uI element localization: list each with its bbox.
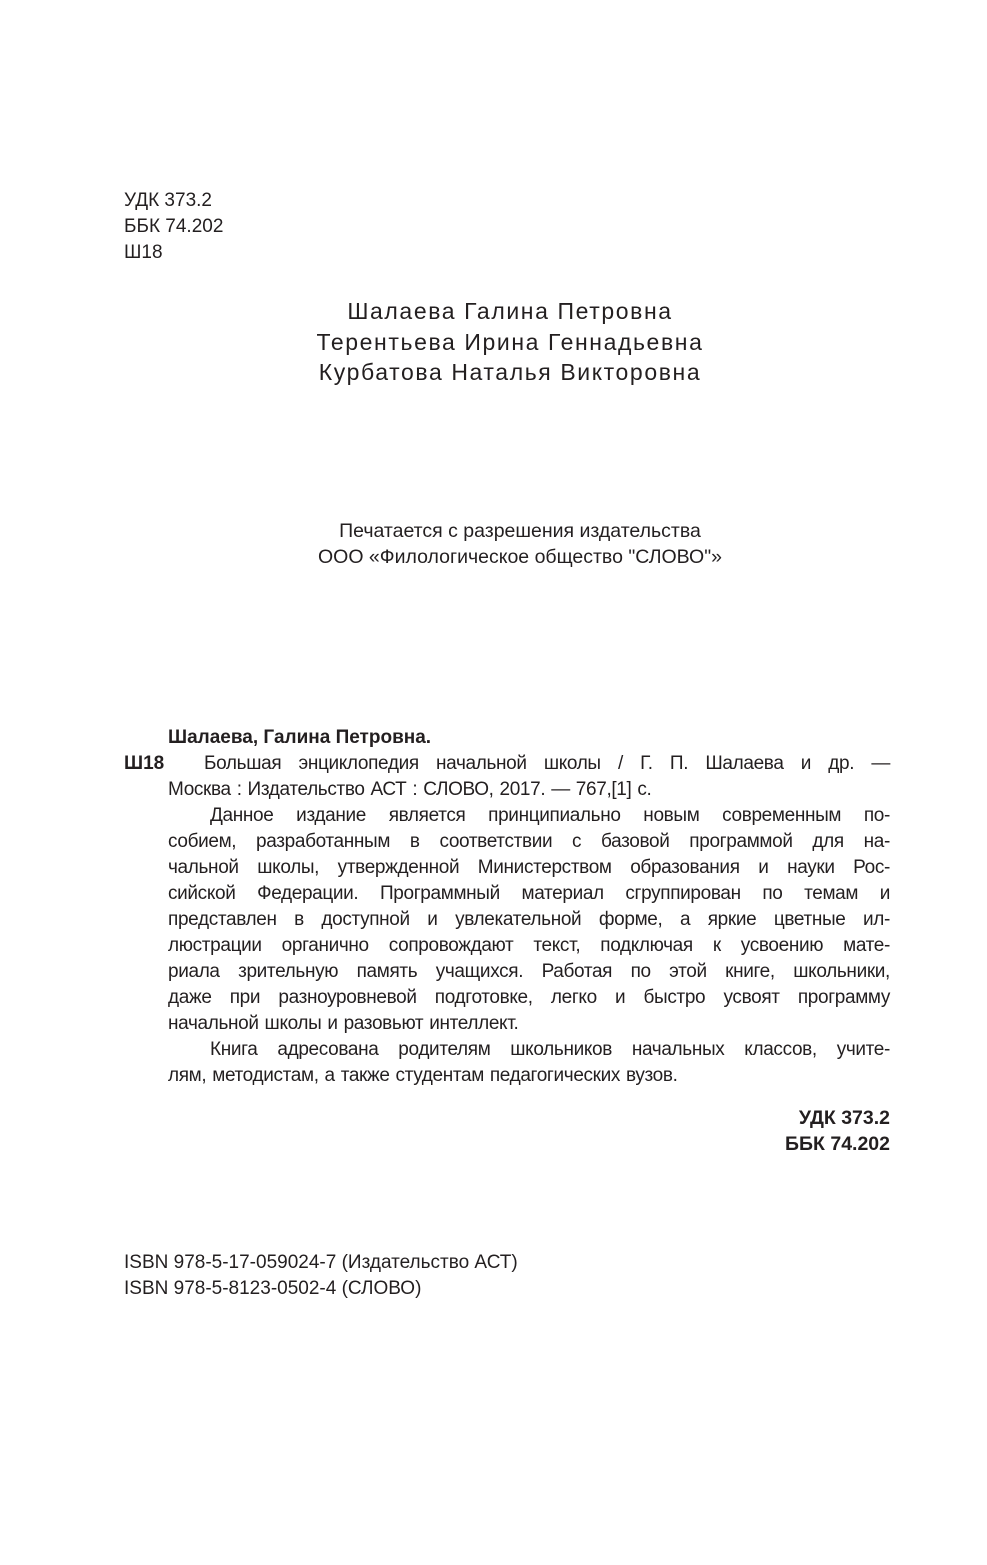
isbn-block	[124, 1250, 518, 1302]
annotation-author-mark: Ш18	[124, 753, 165, 774]
annotation-publication-line: Москва : Издательство АСТ : СЛОВО, 2017. — 767,[1] с.	[168, 779, 652, 800]
permission-line: ООО «Филологическое общество "СЛОВО"»	[318, 546, 722, 568]
annotation-text-line: Данное издание является принципиально новым современным по-	[210, 805, 890, 826]
annotation-text-line: чальной школы, утвержденной Министерством образования и науки Рос-	[168, 857, 890, 878]
annotation-text-line: Книга адресована родителям школьников начальных классов, учите-	[210, 1039, 890, 1060]
annotation-text-line: представлен в доступной и увлекательной форме, а яркие цветные ил-	[168, 909, 890, 930]
publisher-permission	[220, 518, 820, 570]
bbk-code: ББК 74.202	[785, 1133, 890, 1155]
isbn-line: ISBN 978-5-17-059024-7 (Издательство АСТ)	[124, 1252, 518, 1273]
classification-codes-bottom	[785, 1105, 890, 1157]
annotation-text-line: собием, разработанным в соответствии с базовой программой для на-	[168, 831, 890, 852]
annotation-text-line: даже при разноуровневой подготовке, легко и быстро усвоят программу	[168, 987, 890, 1008]
bbk-code: ББК 74.202	[124, 216, 224, 237]
annotation-title-line: Большая энциклопедия начальной школы / Г. П. Шалаева и др. —	[204, 753, 890, 774]
annotation-paragraph-2	[124, 1037, 890, 1089]
author-mark: Ш18	[124, 242, 163, 263]
udk-code: УДК 373.2	[798, 1107, 890, 1129]
authors-list	[200, 296, 820, 388]
annotation-text-line: риала зрительную память учащихся. Работая по этой книге, школьники,	[168, 961, 890, 982]
author-name: Курбатова Наталья Викторовна	[318, 359, 702, 385]
bibliographic-annotation	[124, 725, 890, 1089]
annotation-text-line: начальной школы и разовьют интеллект.	[168, 1013, 519, 1034]
classification-codes-top	[124, 188, 223, 266]
isbn-line: ISBN 978-5-8123-0502-4 (СЛОВО)	[124, 1278, 422, 1299]
udk-code: УДК 373.2	[124, 190, 212, 211]
annotation-text-line: лям, методистам, а также студентам педагогических вузов.	[168, 1065, 678, 1086]
annotation-text-line: сийской Федерации. Программный материал сгруппирован по темам и	[168, 883, 890, 904]
author-name: Шалаева Галина Петровна	[347, 298, 673, 324]
annotation-text-line: люстрации органично сопровождают текст, подключая к усвоению мате-	[168, 935, 890, 956]
permission-line: Печатается с разрешения издательства	[339, 520, 701, 542]
annotation-title-row	[124, 751, 890, 777]
annotation-paragraph-1	[124, 803, 890, 1037]
annotation-author-heading: Шалаева, Галина Петровна.	[168, 727, 432, 748]
author-name: Терентьева Ирина Геннадьевна	[316, 328, 704, 355]
